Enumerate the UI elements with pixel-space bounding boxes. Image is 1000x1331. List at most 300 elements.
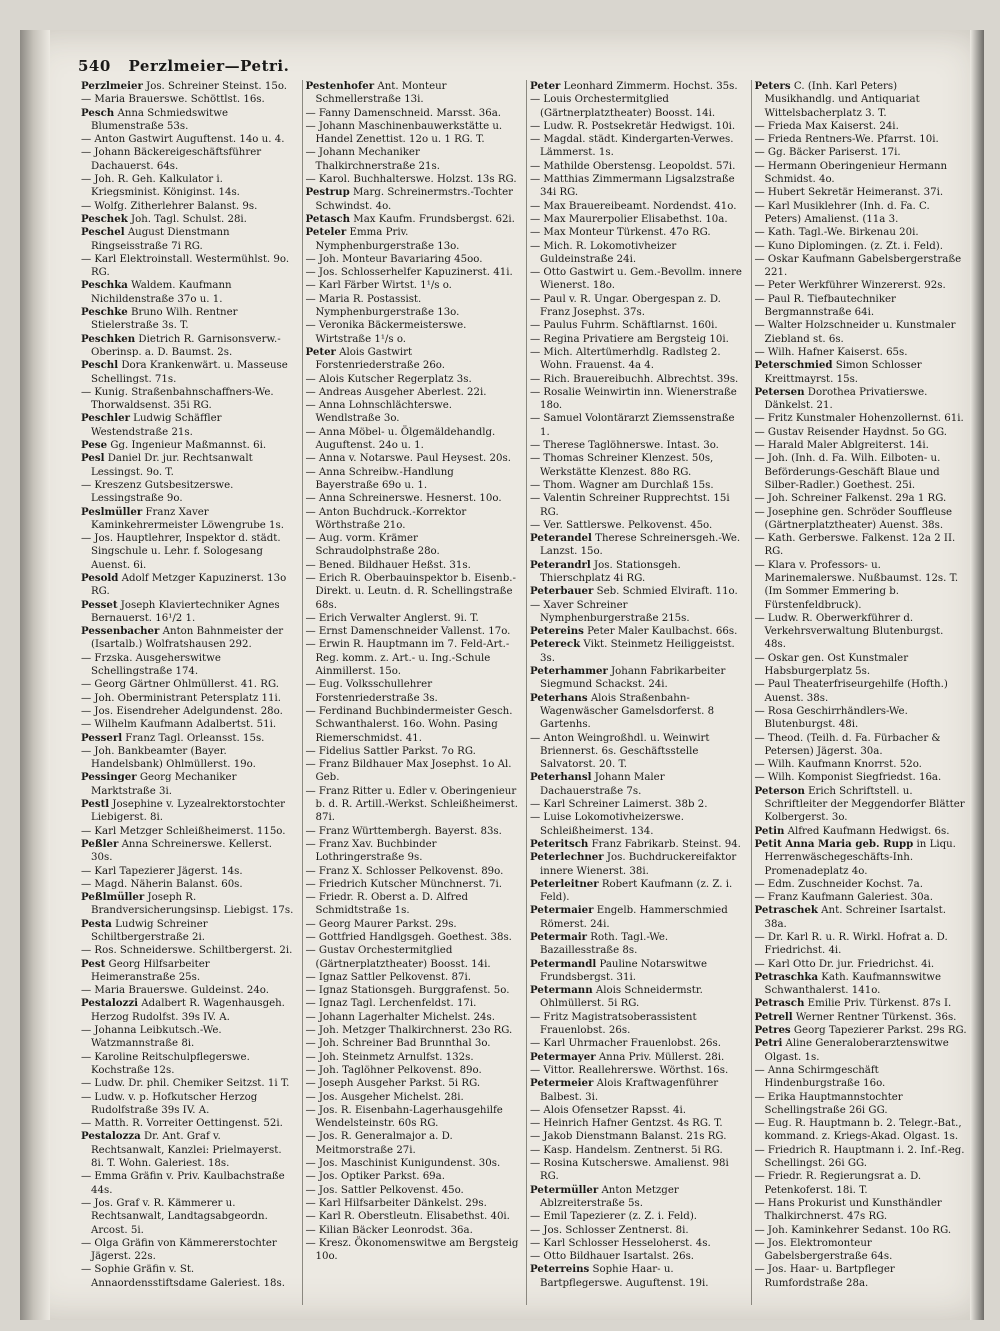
directory-entry bbox=[530, 1210, 744, 1223]
entry-details: — Friedr. R. Regierungsrat a. D. Petenkoferst. 18i. T. bbox=[754, 1171, 922, 1196]
entry-details: — Aug. vorm. Krämer Schraudolphstraße 28o. bbox=[305, 533, 440, 558]
entry-details: — Jos. Maschinist Kunigundenst. 30s. bbox=[305, 1158, 501, 1170]
directory-entry bbox=[81, 306, 295, 333]
entry-details: — Luise Lokomotivheizerswe. Schleißheimerst. 134. bbox=[530, 812, 684, 837]
directory-entry bbox=[530, 492, 744, 519]
directory-entry bbox=[530, 1250, 744, 1263]
entry-details: — Regina Privatiere am Bergsteig 10i. bbox=[530, 333, 729, 345]
entry-details: Ludwig Schreiner Schiltbergerstraße 2i. bbox=[91, 918, 208, 943]
entry-details: Ant. Monteur Schmellerstraße 13i. bbox=[315, 81, 447, 106]
directory-entry bbox=[755, 439, 969, 452]
entry-details: C. (Inh. Karl Peters) Musikhandlg. und Antiquariat Wittelsbacherplatz 3. T. bbox=[764, 81, 920, 119]
directory-entry bbox=[755, 319, 969, 346]
directory-entry bbox=[306, 785, 520, 825]
directory-entry bbox=[306, 1130, 520, 1157]
page-header bbox=[78, 57, 958, 79]
directory-entry bbox=[306, 638, 520, 678]
directory-entry bbox=[81, 133, 295, 146]
entry-details: — Kuno Diplomingen. (z. Zt. i. Feld). bbox=[754, 240, 943, 252]
entry-details: — Anna Lohnschlächterswe. Wendlstraße 3o. bbox=[305, 400, 453, 425]
directory-entry bbox=[755, 771, 969, 784]
directory-entry bbox=[755, 279, 969, 292]
entry-details: — Mathilde Oberstensg. Leopoldst. 57i. bbox=[530, 160, 736, 172]
directory-entry bbox=[81, 918, 295, 945]
directory-entry bbox=[81, 412, 295, 439]
directory-entry bbox=[530, 1224, 744, 1237]
entry-surname: Pestenhofer bbox=[305, 80, 375, 92]
directory-entry bbox=[306, 758, 520, 785]
entry-details: — Sophie Gräfin v. St. Annaordensstiftsdame Galeriest. 18s. bbox=[81, 1264, 285, 1289]
directory-entry bbox=[81, 1117, 295, 1130]
entry-surname: Peterbauer bbox=[530, 585, 594, 598]
directory-entry bbox=[530, 160, 744, 173]
directory-entry bbox=[755, 958, 969, 971]
entry-surname: Peschek bbox=[81, 212, 128, 225]
directory-entry bbox=[81, 652, 295, 679]
directory-columns bbox=[78, 80, 971, 1305]
entry-details: Sophie Haar- u. Bartpflegerswe. Auguftenst. 19i. bbox=[540, 1264, 709, 1289]
entry-details: — Ernst Damenschneider Vallenst. 17o. bbox=[305, 626, 511, 638]
directory-entry bbox=[81, 532, 295, 572]
entry-details: — Anton Gastwirt Auguftenst. 14o u. 4. bbox=[81, 134, 285, 146]
directory-entry bbox=[81, 865, 295, 878]
directory-entry bbox=[81, 1197, 295, 1237]
directory-entry bbox=[755, 386, 969, 413]
directory-entry bbox=[81, 572, 295, 599]
directory-entry bbox=[755, 226, 969, 239]
entry-details: — Hubert Sekretär Heimeranst. 37i. bbox=[754, 187, 944, 199]
entry-surname: Peslmüller bbox=[81, 505, 143, 518]
entry-details: Dorothea Privatierswe. Dänkelst. 21. bbox=[764, 386, 928, 412]
directory-entry bbox=[755, 1064, 969, 1091]
directory-entry bbox=[530, 1144, 744, 1157]
entry-details: — Karl R. Oberstleutn. Elisabethst. 40i. bbox=[305, 1211, 510, 1223]
entry-details: Bruno Wilh. Rentner Stielerstraße 3s. T. bbox=[91, 307, 238, 332]
entry-surname: Petermair bbox=[530, 931, 588, 943]
directory-entry bbox=[306, 1170, 520, 1183]
entry-surname: Peßlmüller bbox=[81, 891, 145, 904]
directory-entry bbox=[81, 825, 295, 838]
entry-details: Ludwig Schäffler Westendstraße 21s. bbox=[91, 413, 222, 438]
directory-entry bbox=[306, 678, 520, 705]
entry-details: — Klara v. Professors- u. Marinemalerswe. Nußbaumst. 12s. T. (Im Sommer Emmering b. Fürstenfeldbruck). bbox=[754, 559, 959, 611]
entry-details: — Karl Schlosser Hesseloherst. 4s. bbox=[530, 1237, 711, 1249]
directory-entry bbox=[755, 359, 969, 386]
directory-entry bbox=[530, 439, 744, 452]
entry-details: Jos. Schreiner Steinst. 15o. bbox=[142, 81, 288, 92]
entry-details: Seb. Schmied Elviraft. 11o. bbox=[593, 586, 738, 598]
directory-entry bbox=[530, 532, 744, 559]
directory-entry bbox=[755, 146, 969, 159]
entry-details: — Paul v. R. Ungar. Obergespan z. D. Franz Josephst. 37s. bbox=[530, 293, 721, 319]
entry-details: — Maria Brauerswe. Guldeinst. 24o. bbox=[81, 985, 269, 997]
directory-entry bbox=[81, 878, 295, 891]
entry-details: Pauline Notarswitwe Frundsbergst. 31i. bbox=[540, 958, 707, 983]
entry-surname: Peschken bbox=[81, 332, 136, 345]
directory-entry bbox=[306, 452, 520, 465]
directory-entry bbox=[530, 120, 744, 133]
entry-details: Alfred Kaufmann Hedwigst. 6s. bbox=[784, 825, 950, 837]
directory-entry bbox=[755, 160, 969, 187]
directory-entry bbox=[755, 133, 969, 146]
entry-surname: Pestalozzi bbox=[81, 997, 139, 1010]
entry-details: — Joh. Monteur Bavariaring 45oo. bbox=[305, 253, 483, 265]
directory-entry bbox=[530, 1011, 744, 1038]
entry-details: Anna Schmiedswitwe Blumenstraße 53s. bbox=[91, 107, 229, 132]
entry-details: — Joh. Schreiner Bad Brunnthal 3o. bbox=[305, 1038, 491, 1050]
directory-entry bbox=[530, 319, 744, 332]
entry-details: Georg Mechaniker Marktstraße 3i. bbox=[91, 772, 237, 797]
entry-details: — Ignaz Tagl. Lerchenfeldst. 17i. bbox=[305, 998, 477, 1010]
entry-surname: Petermeier bbox=[530, 1077, 594, 1090]
directory-entry bbox=[81, 1130, 295, 1170]
directory-entry bbox=[530, 240, 744, 267]
entry-surname: Peter bbox=[530, 80, 561, 92]
directory-entry bbox=[755, 1224, 969, 1237]
entry-surname: Petermayer bbox=[530, 1050, 596, 1063]
entry-details: — Joseph Ausgeher Parkst. 5i RG. bbox=[305, 1078, 481, 1090]
entry-details: — Otto Bildhauer Isartalst. 26s. bbox=[530, 1251, 695, 1263]
column-1 bbox=[78, 80, 298, 1305]
directory-entry bbox=[81, 80, 295, 93]
entry-details: — Rosa Geschirrhändlers-We. Blutenburgst. 48i. bbox=[754, 705, 908, 731]
directory-entry bbox=[755, 1091, 969, 1118]
entry-details: — Matthias Zimmermann Ligsalzstraße 34i RG. bbox=[530, 174, 735, 199]
directory-entry bbox=[306, 825, 520, 838]
entry-details: Roth. Tagl.-We. Bazaillesstraße 8s. bbox=[540, 932, 669, 957]
entry-details: Johann Fabrikarbeiter Siegmund Schackst. 24i. bbox=[540, 666, 726, 691]
directory-entry bbox=[530, 665, 744, 692]
entry-details: — Franz Kaufmann Galeriest. 30a. bbox=[754, 892, 933, 904]
entry-details: Joh. Tagl. Schulst. 28i. bbox=[127, 213, 247, 225]
entry-details: — Ludw. R. Oberwerkführer d. Verkehrsverwaltung Blutenburgst. 48s. bbox=[754, 612, 944, 651]
entry-details: — Thom. Wagner am Durchlaß 15s. bbox=[530, 479, 714, 491]
entry-details: — Karl Elektroinstall. Westermühlst. 9o. RG. bbox=[81, 253, 290, 279]
entry-details: — Theod. (Teilh. d. Fa. Fürbacher & Petersen) Jägerst. 30a. bbox=[754, 732, 941, 757]
directory-entry bbox=[306, 386, 520, 399]
entry-details: — Wilh. Kaufmann Knorrst. 52o. bbox=[754, 759, 922, 771]
entry-surname: Petermaier bbox=[530, 904, 594, 917]
entry-details: — Vittor. Reallehrerswe. Wörthst. 16s. bbox=[530, 1064, 729, 1076]
entry-details: — Johanna Leibkutsch.-We. Watzmannstraße 8i. bbox=[81, 1025, 222, 1050]
entry-details: — Anna v. Notarswe. Paul Heysest. 20s. bbox=[305, 453, 511, 465]
directory-entry bbox=[81, 732, 295, 745]
directory-entry bbox=[81, 479, 295, 506]
entry-details: Anna Schreinerswe. Kellerst. 30s. bbox=[91, 838, 273, 864]
directory-entry bbox=[530, 1064, 744, 1077]
entry-details: — Joh. R. Geh. Kalkulator i. Kriegsminist. Königinst. 14s. bbox=[81, 174, 240, 199]
entry-details: — Emma Gräfin v. Priv. Kaulbachstraße 44s. bbox=[81, 1171, 285, 1196]
entry-details: Anton Metzger Ablzreiterstraße 5s. bbox=[540, 1184, 679, 1209]
directory-entry bbox=[306, 1197, 520, 1210]
directory-entry bbox=[530, 80, 744, 93]
directory-entry bbox=[81, 1091, 295, 1118]
entry-details: Waldem. Kaufmann Nichildenstraße 37o u. 1. bbox=[91, 280, 232, 305]
entry-details: — Karl Schreiner Laimerst. 38b 2. bbox=[530, 799, 708, 811]
entry-details: — Paul Theaterfriseurgehilfe (Hofth.) Auenst. 38s. bbox=[754, 679, 948, 704]
directory-entry bbox=[306, 173, 520, 186]
entry-details: — Joh. Oberministrant Petersplatz 11i. bbox=[81, 692, 282, 704]
entry-details: — Friedrich Kutscher Münchnerst. 7i. bbox=[305, 878, 503, 890]
directory-entry bbox=[755, 878, 969, 891]
directory-entry bbox=[755, 838, 969, 878]
page-edge bbox=[970, 30, 984, 1320]
entry-surname: Petri bbox=[754, 1037, 783, 1050]
entry-details: — Emil Tapezierer (z. Z. i. Feld). bbox=[530, 1211, 698, 1223]
entry-details: Aline Generaloberarztenswitwe Olgast. 1s. bbox=[764, 1038, 949, 1063]
directory-entry bbox=[306, 559, 520, 572]
entry-details: — Frieda Rentners-We. Pfarrst. 10i. bbox=[754, 134, 939, 146]
directory-entry bbox=[81, 1263, 295, 1290]
entry-surname: Peterreins bbox=[530, 1263, 590, 1276]
directory-entry bbox=[755, 506, 969, 533]
directory-entry bbox=[306, 319, 520, 346]
entry-details: — Kath. Gerberswe. Falkenst. 12a 2 II. RG. bbox=[754, 533, 956, 558]
entry-surname: Peterhansl bbox=[530, 771, 592, 784]
entry-surname: Petin bbox=[754, 824, 785, 837]
entry-surname: Peschke bbox=[81, 306, 128, 319]
entry-details: Franz Fabrikarb. Steinst. 94. bbox=[588, 838, 741, 850]
entry-surname: Petrasch bbox=[754, 997, 805, 1010]
directory-entry bbox=[530, 1037, 744, 1050]
entry-details: Erich Schriftstell. u. Schriftleiter der Meggendorfer Blätter Kolbergerst. 3o. bbox=[764, 785, 965, 824]
entry-surname: Peteler bbox=[305, 226, 347, 239]
entry-details: — Gustav Orchestermitglied (Gärtnerplatztheater) Boosst. 14i. bbox=[305, 945, 491, 970]
directory-entry bbox=[755, 732, 969, 759]
entry-details: — Max Brauereibeamt. Nordendst. 41o. bbox=[530, 200, 737, 212]
directory-entry bbox=[530, 811, 744, 838]
entry-surname: Petrell bbox=[754, 1010, 793, 1023]
directory-entry bbox=[306, 1064, 520, 1077]
entry-surname: Petres bbox=[754, 1024, 791, 1037]
directory-entry bbox=[306, 971, 520, 984]
directory-entry bbox=[81, 944, 295, 957]
directory-entry bbox=[306, 186, 520, 213]
entry-details: — Gustav Reisender Haydnst. 5o GG. bbox=[754, 426, 948, 438]
entry-details: Simon Schlosser Kreittmayrst. 15s. bbox=[764, 360, 922, 385]
directory-entry bbox=[81, 705, 295, 718]
entry-details: August Dienstmann Ringseisstraße 7i RG. bbox=[91, 227, 230, 252]
entry-details: — Max Maurerpolier Elisabethst. 10a. bbox=[530, 213, 728, 225]
entry-details: — Olga Gräfin von Kämmererstochter Jägerst. 22s. bbox=[81, 1237, 277, 1263]
entry-details: — Karl Uhrmacher Frauenlobst. 26s. bbox=[530, 1038, 721, 1050]
directory-entry bbox=[530, 1130, 744, 1143]
directory-entry bbox=[306, 80, 520, 107]
directory-entry bbox=[530, 452, 744, 479]
entry-details: Georg Hilfsarbeiter Heimeranstraße 25s. bbox=[91, 958, 210, 983]
entry-details: — Veronika Bäckermeisterswe. Wirtstraße 1¹/s o. bbox=[305, 320, 467, 345]
directory-entry bbox=[755, 253, 969, 280]
entry-details: — Eug. Volksschullehrer Forstenriederstraße 3s. bbox=[305, 679, 438, 704]
entry-surname: Peschka bbox=[81, 279, 128, 292]
entry-surname: Peters bbox=[754, 80, 791, 92]
directory-entry bbox=[81, 798, 295, 825]
entry-surname: Pest bbox=[81, 957, 106, 970]
directory-entry bbox=[530, 931, 744, 958]
entry-surname: Peter bbox=[305, 345, 336, 358]
directory-entry bbox=[530, 200, 744, 213]
entry-surname: Pessenbacher bbox=[81, 625, 160, 638]
entry-surname: Petermann bbox=[530, 984, 593, 997]
entry-details: — Kasp. Handelsm. Zentnerst. 5i RG. bbox=[530, 1144, 723, 1156]
entry-details: — Ros. Schneiderswe. Schiltbergerst. 2i. bbox=[81, 945, 293, 957]
directory-entry bbox=[530, 638, 744, 665]
directory-entry bbox=[530, 93, 744, 120]
directory-entry bbox=[81, 984, 295, 997]
directory-entry bbox=[81, 692, 295, 705]
directory-entry bbox=[755, 1037, 969, 1064]
directory-entry bbox=[755, 1237, 969, 1264]
entry-details: — Louis Orchestermitglied (Gärtnerplatztheater) Boosst. 14i. bbox=[530, 94, 716, 119]
entry-details: — Max Monteur Türkenst. 47o RG. bbox=[530, 227, 711, 239]
entry-surname: Petereck bbox=[530, 638, 581, 651]
directory-entry bbox=[81, 359, 295, 386]
entry-surname: Perzlmeier bbox=[81, 80, 143, 92]
entry-details: — Kreszenz Gutsbesitzerswe. Lessingstraße 9o. bbox=[81, 479, 234, 505]
entry-details: — Georg Maurer Parkst. 29s. bbox=[305, 918, 457, 930]
directory-entry bbox=[306, 1224, 520, 1237]
entry-details: Engelb. Hammerschmied Römerst. 24i. bbox=[540, 905, 728, 930]
directory-entry bbox=[81, 506, 295, 533]
directory-entry bbox=[81, 958, 295, 985]
entry-details: — Wilh. Komponist Siegfriedst. 16a. bbox=[754, 772, 942, 784]
entry-details: — Kath. Tagl.-We. Birkenau 20i. bbox=[754, 227, 919, 239]
entry-details: — Maria R. Postassist. Nymphenburgerstraße 13o. bbox=[305, 293, 460, 319]
directory-entry bbox=[755, 80, 969, 120]
directory-entry bbox=[306, 1237, 520, 1264]
directory-entry bbox=[530, 386, 744, 413]
entry-details: Adolf Metzger Kapuzinerst. 13o RG. bbox=[91, 572, 287, 598]
entry-details: Jos. Buchdruckereifaktor innere Wienerst. 38i. bbox=[540, 852, 737, 877]
directory-entry bbox=[530, 559, 744, 586]
directory-entry bbox=[755, 652, 969, 679]
entry-details: — Karl Musiklehrer (Inh. d. Fa. C. Peters) Amalienst. (11a 3. bbox=[754, 200, 930, 225]
entry-details: — Joh. Schreiner Falkenst. 29a 1 RG. bbox=[754, 493, 947, 505]
directory-entry bbox=[755, 186, 969, 199]
entry-details: Daniel Dr. jur. Rechtsanwalt Lessingst. 9o. T. bbox=[91, 453, 253, 478]
entry-details: — Anna Schreibw.-Handlung Bayerstraße 69o u. 1. bbox=[305, 466, 454, 491]
directory-entry bbox=[530, 1263, 744, 1290]
entry-surname: Peßler bbox=[81, 837, 119, 850]
entry-details: — Oskar gen. Ost Kunstmaler Habsburgerplatz 5s. bbox=[754, 652, 909, 678]
directory-entry bbox=[306, 745, 520, 758]
directory-entry bbox=[530, 599, 744, 626]
entry-details: — Jos. Schlosserhelfer Kapuzinerst. 41i. bbox=[305, 267, 513, 279]
directory-entry bbox=[530, 585, 744, 598]
entry-details: — Frzska. Ausgeherswitwe Schellingstraße 174. bbox=[81, 652, 221, 678]
entry-details: — Ignaz Stationsgeh. Burggrafenst. 5o. bbox=[305, 985, 510, 997]
entry-surname: Pessinger bbox=[81, 771, 137, 784]
directory-entry bbox=[755, 971, 969, 998]
entry-details: — Walter Holzschneider u. Kunstmaler Ziebland st. 6s. bbox=[754, 320, 956, 345]
entry-details: — Franz Württembergh. Bayerst. 83s. bbox=[305, 825, 502, 837]
entry-surname: Pesch bbox=[81, 106, 115, 119]
entry-details: — Joh. Kaminkehrer Sedanst. 10o RG. bbox=[754, 1224, 952, 1236]
directory-entry bbox=[306, 373, 520, 386]
entry-details: — Hermann Oberingenieur Hermann Schmidst. 4o. bbox=[754, 160, 948, 186]
directory-entry bbox=[81, 439, 295, 452]
entry-surname: Pesta bbox=[81, 917, 112, 930]
directory-entry bbox=[81, 1170, 295, 1197]
entry-details: — Peter Werkführer Winzererst. 92s. bbox=[754, 280, 946, 292]
directory-entry bbox=[530, 771, 744, 798]
entry-surname: Peterlechner bbox=[530, 851, 604, 864]
directory-entry bbox=[306, 944, 520, 971]
directory-entry bbox=[81, 838, 295, 865]
directory-entry bbox=[530, 904, 744, 931]
directory-entry bbox=[306, 572, 520, 612]
entry-surname: Pesset bbox=[81, 598, 118, 611]
entry-details: — Johann Bäckereigeschäftsführer Dachauerst. 64s. bbox=[81, 147, 262, 172]
entry-surname: Pesserl bbox=[81, 731, 123, 744]
entry-details: — Jos. Sattler Pelkovenst. 45o. bbox=[305, 1184, 464, 1196]
entry-details: Adalbert R. Wagenhausgeh. Herzog Rudolfst. 39s IV. A. bbox=[91, 998, 285, 1023]
directory-entry bbox=[81, 253, 295, 280]
directory-entry bbox=[306, 346, 520, 373]
entry-details: Emilie Priv. Türkenst. 87s I. bbox=[804, 998, 952, 1010]
entry-details: — Karl Otto Dr. jur. Friedrichst. 4i. bbox=[754, 958, 935, 970]
entry-details: — Wolfg. Zitherlehrer Balanst. 9s. bbox=[81, 200, 258, 212]
entry-surname: Pestrup bbox=[305, 186, 350, 199]
entry-details: Emma Priv. Nymphenburgerstraße 13o. bbox=[315, 227, 460, 252]
directory-entry bbox=[530, 1104, 744, 1117]
directory-entry bbox=[306, 878, 520, 891]
entry-details: — Fanny Damenschneid. Marsst. 36a. bbox=[305, 107, 502, 119]
entry-details: — Karl Tapezierer Jägerst. 14s. bbox=[81, 865, 243, 877]
directory-entry bbox=[755, 200, 969, 227]
entry-details: Joseph R. Brandversicherungsinsp. Liebigst. 17s. bbox=[91, 892, 294, 917]
entry-surname: Petermüller bbox=[530, 1183, 599, 1196]
entry-details: — Kresz. Ökonomenswitwe am Bergsteig 10o. bbox=[305, 1237, 519, 1263]
directory-entry bbox=[755, 1024, 969, 1037]
entry-details: — Rosalie Weinwirtin inn. Wienerstraße 18o. bbox=[530, 386, 737, 412]
column-3 bbox=[526, 80, 747, 1305]
entry-details: — Ludw. v. p. Hofkutscher Herzog Rudolfstraße 39s IV. A. bbox=[81, 1091, 258, 1116]
entry-details: — Johann Mechaniker Thalkirchnerstraße 21s. bbox=[305, 147, 440, 172]
directory-entry bbox=[306, 466, 520, 493]
directory-entry bbox=[530, 1184, 744, 1211]
entry-details: — Alois Kutscher Regerplatz 3s. bbox=[305, 373, 472, 385]
entry-details: — Joh. Metzger Thalkirchnerst. 23o RG. bbox=[305, 1025, 513, 1037]
running-title: Perzlmeier—Petri. bbox=[128, 57, 290, 75]
entry-details: — Bened. Bildhauer Heßst. 31s. bbox=[305, 559, 471, 571]
directory-entry bbox=[306, 1104, 520, 1131]
entry-surname: Peterhammer bbox=[530, 665, 608, 678]
directory-entry bbox=[81, 226, 295, 253]
entry-details: — Erich R. Oberbauinspektor b. Eisenb.-Direkt. u. Leutn. d. R. Schellingstraße 68s. bbox=[305, 572, 516, 611]
directory-entry bbox=[530, 333, 744, 346]
entry-surname: Peschl bbox=[81, 359, 119, 372]
entry-details: — Jos. Schlosser Zentnerst. 8i. bbox=[530, 1224, 689, 1236]
entry-details: Therese Schreinersgeh.-We. Lanzst. 15o. bbox=[540, 533, 741, 558]
entry-surname: Peschel bbox=[81, 226, 125, 239]
entry-details: — Anna Schirmgeschäft Hindenburgstraße 16o. bbox=[754, 1064, 886, 1090]
directory-entry bbox=[530, 293, 744, 320]
directory-entry bbox=[306, 612, 520, 625]
entry-details: — Karl Hilfsarbeiter Dänkelst. 29s. bbox=[305, 1197, 487, 1209]
directory-entry bbox=[755, 678, 969, 705]
directory-entry bbox=[306, 1210, 520, 1223]
entry-details: Joseph Klaviertechniker Agnes Bernauerst. 16¹/2 1. bbox=[91, 599, 280, 624]
entry-details: Alois Gastwirt Forstenriederstraße 26o. bbox=[315, 346, 445, 372]
entry-details: — Joh. Steinmetz Arnulfst. 132s. bbox=[305, 1051, 474, 1063]
directory-entry bbox=[530, 1051, 744, 1064]
directory-entry bbox=[81, 771, 295, 798]
entry-details: — Jos. Eisendreher Adelgundenst. 28o. bbox=[81, 705, 283, 717]
directory-entry bbox=[530, 213, 744, 226]
directory-entry bbox=[755, 758, 969, 771]
entry-details: Ant. Schreiner Isartalst. 38a. bbox=[764, 905, 946, 930]
